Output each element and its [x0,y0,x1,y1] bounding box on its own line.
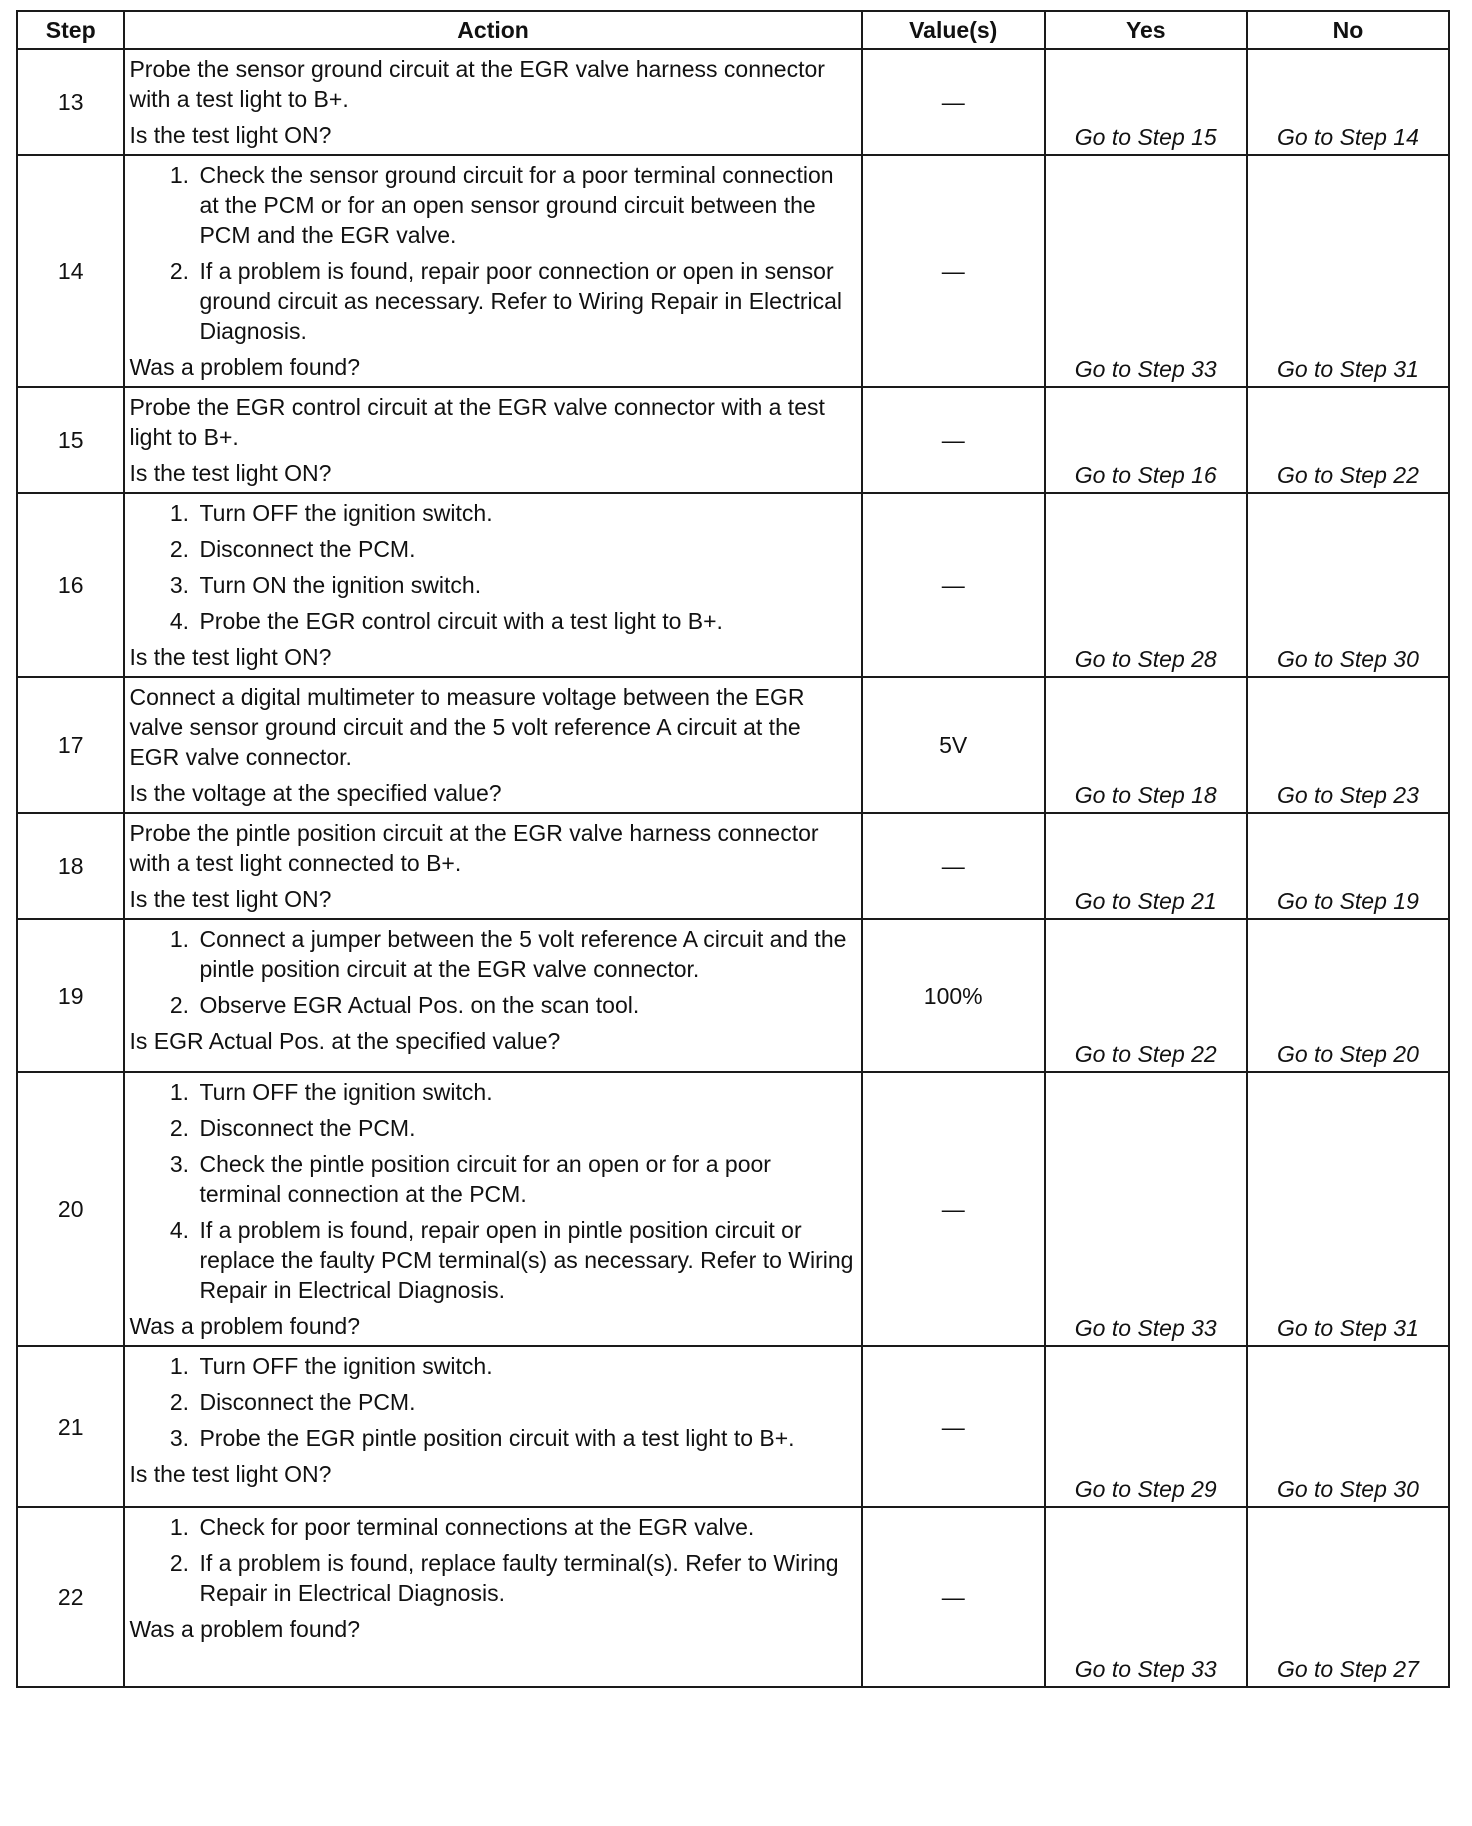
yes-outcome: Go to Step 28 [1045,493,1247,677]
action-step-item: 2. Disconnect the PCM. [195,534,854,564]
header-yes: Yes [1045,11,1247,49]
step-number: 15 [17,387,124,493]
action-cell [124,677,861,813]
step-number: 17 [17,677,124,813]
action-step-item: 1. Turn OFF the ignition switch. [195,1351,854,1381]
action-steps-list [129,498,854,636]
action-steps-list [129,1077,854,1305]
action-step-item: 3. Turn ON the ignition switch. [195,570,854,600]
yes-outcome: Go to Step 15 [1045,49,1247,155]
action-steps-list [129,160,854,346]
diagnostic-table [16,10,1450,1688]
action-cell [124,919,861,1072]
no-outcome: Go to Step 20 [1247,919,1449,1072]
action-text: Probe the pintle position circuit at the EGR valve harness connector with a test light connected to B+. [129,820,819,876]
no-outcome: Go to Step 27 [1247,1507,1449,1687]
action-cell [124,1346,861,1507]
action-question: Is the test light ON? [129,122,332,148]
table-row [17,387,1449,493]
table-row [17,813,1449,919]
action-question: Is the test light ON? [129,460,332,486]
yes-outcome: Go to Step 33 [1045,1072,1247,1346]
table-row [17,49,1449,155]
step-number: 21 [17,1346,124,1507]
step-number: 13 [17,49,124,155]
no-outcome: Go to Step 30 [1247,493,1449,677]
action-step-item: 1. Check the sensor ground circuit for a poor terminal connection at the PCM or for an open sensor ground circuit between the PCM and the EGR valve. [195,160,854,250]
action-step-item: 3. Probe the EGR pintle position circuit with a test light to B+. [195,1423,854,1453]
action-cell [124,813,861,919]
action-text: Connect a digital multimeter to measure voltage between the EGR valve sensor ground circuit and the 5 volt reference A circuit at the EGR valve connector. [129,684,805,770]
no-outcome: Go to Step 23 [1247,677,1449,813]
action-step-item: 3. Check the pintle position circuit for an open or for a poor terminal connection at the PCM. [195,1149,854,1209]
action-question: Was a problem found? [129,1313,361,1339]
step-number: 20 [17,1072,124,1346]
action-step-item: 2. Disconnect the PCM. [195,1387,854,1417]
action-cell [124,155,861,387]
step-number: 19 [17,919,124,1072]
no-outcome: Go to Step 14 [1247,49,1449,155]
no-outcome: Go to Step 22 [1247,387,1449,493]
action-step-item: 4. Probe the EGR control circuit with a test light to B+. [195,606,854,636]
action-step-item: 1. Connect a jumper between the 5 volt reference A circuit and the pintle position circuit at the EGR valve connector. [195,924,854,984]
value-cell: 100% [862,919,1045,1072]
action-question: Was a problem found? [129,1616,361,1642]
value-cell: — [862,49,1045,155]
value-cell: — [862,1346,1045,1507]
action-question: Is EGR Actual Pos. at the specified value? [129,1028,561,1054]
action-question: Is the test light ON? [129,644,332,670]
yes-outcome: Go to Step 21 [1045,813,1247,919]
yes-outcome: Go to Step 22 [1045,919,1247,1072]
value-cell: — [862,1507,1045,1687]
action-cell [124,387,861,493]
step-number: 18 [17,813,124,919]
action-steps-list [129,1351,854,1453]
header-no: No [1247,11,1449,49]
action-step-item: 1. Check for poor terminal connections at the EGR valve. [195,1512,854,1542]
action-question: Is the voltage at the specified value? [129,780,502,806]
action-cell [124,1507,861,1687]
value-cell: — [862,493,1045,677]
table-row [17,677,1449,813]
value-cell: — [862,155,1045,387]
action-step-item: 2. If a problem is found, repair poor connection or open in sensor ground circuit as necessary. Refer to Wiring Repair in Electrical Diagnosis. [195,256,854,346]
action-step-item: 2. If a problem is found, replace faulty terminal(s). Refer to Wiring Repair in Electrical Diagnosis. [195,1548,854,1608]
table-row [17,1072,1449,1346]
step-number: 16 [17,493,124,677]
table-row [17,155,1449,387]
action-cell [124,493,861,677]
no-outcome: Go to Step 30 [1247,1346,1449,1507]
header-action: Action [124,11,861,49]
table-row [17,493,1449,677]
value-cell: — [862,1072,1045,1346]
yes-outcome: Go to Step 18 [1045,677,1247,813]
action-question: Was a problem found? [129,354,361,380]
step-number: 14 [17,155,124,387]
step-number: 22 [17,1507,124,1687]
action-step-item: 2. Disconnect the PCM. [195,1113,854,1143]
action-step-item: 2. Observe EGR Actual Pos. on the scan tool. [195,990,854,1020]
action-question: Is the test light ON? [129,886,332,912]
yes-outcome: Go to Step 33 [1045,155,1247,387]
yes-outcome: Go to Step 16 [1045,387,1247,493]
yes-outcome: Go to Step 29 [1045,1346,1247,1507]
action-steps-list [129,1512,854,1608]
no-outcome: Go to Step 31 [1247,155,1449,387]
no-outcome: Go to Step 19 [1247,813,1449,919]
action-step-item: 4. If a problem is found, repair open in pintle position circuit or replace the faulty PCM terminal(s) as necessary. Refer to Wiring Repair in Electrical Diagnosis. [195,1215,854,1305]
header-step: Step [17,11,124,49]
value-cell: — [862,813,1045,919]
action-step-item: 1. Turn OFF the ignition switch. [195,1077,854,1107]
table-row [17,1346,1449,1507]
value-cell: — [862,387,1045,493]
table-row [17,1507,1449,1687]
action-question: Is the test light ON? [129,1461,332,1487]
action-steps-list [129,924,854,1020]
header-row [17,11,1449,49]
action-text: Probe the EGR control circuit at the EGR valve connector with a test light to B+. [129,394,825,450]
no-outcome: Go to Step 31 [1247,1072,1449,1346]
value-cell: 5V [862,677,1045,813]
action-text: Probe the sensor ground circuit at the EGR valve harness connector with a test light to B+. [129,56,825,112]
action-step-item: 1. Turn OFF the ignition switch. [195,498,854,528]
table-row [17,919,1449,1072]
table-body [17,49,1449,1687]
header-values: Value(s) [862,11,1045,49]
action-cell [124,1072,861,1346]
action-cell [124,49,861,155]
yes-outcome: Go to Step 33 [1045,1507,1247,1687]
